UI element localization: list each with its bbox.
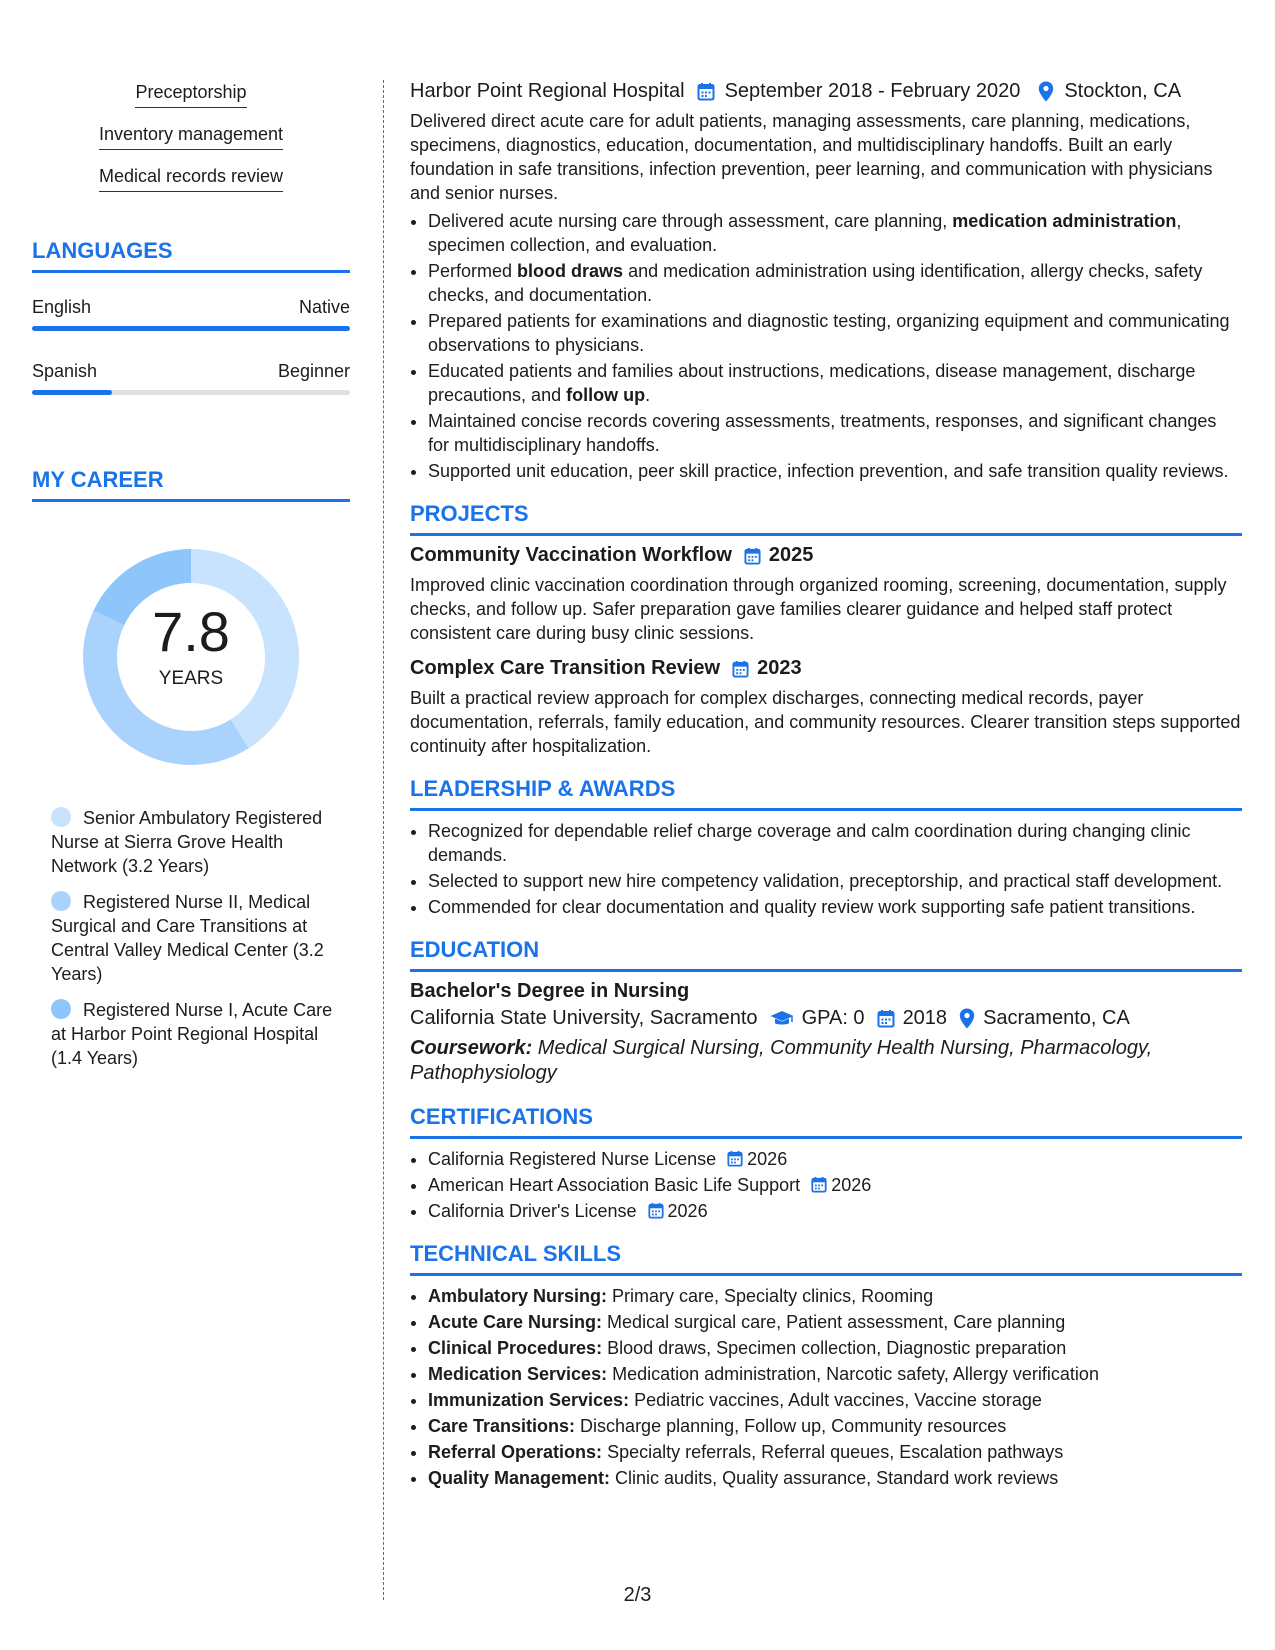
education-location: Sacramento, CA — [983, 1007, 1130, 1029]
leadership-heading: LEADERSHIP & AWARDS — [410, 776, 1242, 811]
job-bullet-text: , specimen collection, and evaluation. — [428, 211, 1182, 255]
job-bullet-text: Maintained concise records covering assessments, treatments, responses, and significant changes for multidisciplinary handoffs. — [428, 411, 1217, 455]
job-bullet — [428, 409, 1242, 457]
technical-skills-heading: TECHNICAL SKILLS — [410, 1241, 1242, 1276]
job-bullet-text: Prepared patients for examinations and diagnostic testing, organizing equipment and communicating observations to physicians. — [428, 311, 1230, 355]
calendar-icon — [877, 1009, 895, 1028]
job-bullet — [428, 359, 1242, 407]
technical-skill-label: Quality Management: — [428, 1468, 611, 1488]
technical-skill-item — [428, 1466, 1242, 1490]
certification-item — [428, 1147, 1242, 1171]
job-bullet-text: . — [645, 385, 651, 405]
graduation-cap-icon — [770, 1010, 794, 1028]
education-school: California State University, Sacramento — [410, 1007, 758, 1029]
skill-tag-label: Inventory management — [99, 124, 283, 150]
sidebar — [32, 82, 350, 1082]
career-legend-label: Registered Nurse I, Acute Care at Harbor Point Regional Hospital (1.4 Years) — [51, 1000, 333, 1068]
career-total-unit: YEARS — [158, 668, 224, 689]
career-legend-label: Registered Nurse II, Medical Surgical and Care Transitions at Central Valley Medical Center (3.2 Years) — [51, 892, 324, 984]
skill-tag-label: Medical records review — [99, 166, 283, 192]
education-gpa: GPA: 0 — [801, 1007, 865, 1029]
technical-skill-label: Acute Care Nursing: — [428, 1312, 603, 1332]
technical-skill-item — [428, 1440, 1242, 1464]
certifications-list — [410, 1147, 1242, 1223]
project-year: 2025 — [768, 544, 814, 566]
language-proficiency-bar — [32, 326, 350, 331]
languages-heading: LANGUAGES — [32, 238, 350, 273]
project-item — [410, 544, 1242, 645]
career-legend-item — [51, 806, 350, 878]
career-legend-dot — [51, 891, 71, 911]
project-title: Complex Care Transition Review — [410, 657, 721, 679]
certification-item — [428, 1173, 1242, 1197]
education-degree: Bachelor's Degree in Nursing — [410, 980, 690, 1002]
column-divider — [383, 80, 384, 1600]
job-bullet-text: Educated patients and families about instructions, medications, disease management, discharge precautions, and — [428, 361, 1196, 405]
calendar-icon — [811, 1176, 827, 1193]
leadership-list — [410, 819, 1242, 919]
technical-skill-label: Referral Operations: — [428, 1442, 603, 1462]
language-proficiency-fill — [32, 326, 350, 331]
calendar-icon — [648, 1202, 664, 1219]
project-description: Built a practical review approach for complex discharges, connecting medical records, payer documentation, referrals, family education, and community resources. Clearer transition steps supported continuity after hospitalization. — [410, 688, 1241, 756]
technical-skill-label: Clinical Procedures: — [428, 1338, 603, 1358]
calendar-icon — [732, 660, 749, 678]
technical-skill-value: Clinic audits, Quality assurance, Standard work reviews — [610, 1468, 1059, 1488]
language-item — [32, 361, 350, 395]
leadership-item: • Commended for clear documentation and quality review work supporting safe patient transitions. — [428, 895, 1242, 919]
leadership-item: • Selected to support new hire competency validation, preceptorship, and practical staff development. — [428, 869, 1242, 893]
job-bullet — [428, 259, 1242, 307]
language-name: Spanish — [32, 361, 98, 381]
education-heading: EDUCATION — [410, 937, 1242, 972]
skill-tag — [32, 166, 350, 192]
technical-skill-label: Ambulatory Nursing: — [428, 1286, 608, 1306]
location-pin-icon — [1038, 81, 1054, 102]
technical-skills-list — [410, 1284, 1242, 1490]
certification-year: 2026 — [831, 1175, 872, 1195]
technical-skill-item — [428, 1362, 1242, 1386]
skill-tag-label: Preceptorship — [135, 82, 246, 108]
technical-skill-item — [428, 1310, 1242, 1334]
language-level: Beginner — [277, 361, 350, 381]
language-item — [32, 297, 350, 331]
technical-skill-label: Medication Services: — [428, 1364, 608, 1384]
project-item — [410, 657, 1242, 758]
job-bullet-text: and medication administration using identification, allergy checks, safety checks, and documentation. — [428, 261, 1203, 305]
coursework-label: Coursework: — [410, 1037, 533, 1059]
job-bullet-text: Performed — [428, 261, 518, 281]
calendar-icon — [744, 547, 761, 565]
language-level: Native — [298, 297, 350, 317]
job-bullet — [428, 209, 1242, 257]
education-coursework — [410, 1036, 1242, 1086]
career-legend-item — [51, 998, 350, 1070]
certification-name: California Registered Nurse License — [428, 1149, 717, 1169]
certifications-heading: CERTIFICATIONS — [410, 1104, 1242, 1139]
technical-skill-value: Blood draws, Specimen collection, Diagnostic preparation — [602, 1338, 1067, 1358]
certification-name: American Heart Association Basic Life Support — [428, 1175, 801, 1195]
job-bullet-bold: follow up — [566, 385, 646, 405]
skill-tag — [32, 82, 350, 108]
leadership-item: • Recognized for dependable relief charge coverage and calm coordination during changing clinic demands. — [428, 819, 1242, 867]
certification-name: California Driver's License — [428, 1201, 637, 1221]
education-year: 2018 — [902, 1007, 948, 1029]
technical-skill-value: Medical surgical care, Patient assessment, Care planning — [602, 1312, 1066, 1332]
skill-tag — [32, 124, 350, 150]
job-dates: September 2018 - February 2020 — [724, 80, 1021, 102]
projects-heading: PROJECTS — [410, 501, 1242, 536]
calendar-icon — [727, 1150, 743, 1167]
education-details — [410, 1007, 1242, 1030]
page-number: 2/3 — [623, 1584, 652, 1606]
career-heading: MY CAREER — [32, 467, 350, 502]
career-legend-dot — [51, 999, 71, 1019]
job-header — [410, 80, 1242, 103]
job-bullet-bold: blood draws — [517, 261, 624, 281]
technical-skill-value: Medication administration, Narcotic safety, Allergy verification — [607, 1364, 1099, 1384]
technical-skill-item — [428, 1336, 1242, 1360]
technical-skill-label: Immunization Services: — [428, 1390, 630, 1410]
language-name: English — [32, 297, 92, 317]
certification-item — [428, 1199, 1242, 1223]
technical-skill-value: Specialty referrals, Referral queues, Escalation pathways — [602, 1442, 1064, 1462]
main-content — [410, 80, 1242, 1492]
career-donut-chart — [76, 542, 306, 772]
project-description: Improved clinic vaccination coordination through organized rooming, screening, documentation, supply checks, and follow up. Safer preparation gave families clearer guidance and helped staff protect consistent care during busy clinic sessions. — [410, 575, 1227, 643]
technical-skill-label: Care Transitions: — [428, 1416, 576, 1436]
job-bullet-text: Delivered acute nursing care through assessment, care planning, — [428, 211, 953, 231]
certification-year: 2026 — [747, 1149, 788, 1169]
job-bullet-text: Supported unit education, peer skill practice, infection prevention, and safe transition quality reviews. — [428, 461, 1229, 481]
coursework-list: Medical Surgical Nursing, Community Health Nursing, Pharmacology, Pathophysiology — [410, 1037, 1153, 1084]
technical-skill-item — [428, 1388, 1242, 1412]
job-location: Stockton, CA — [1064, 80, 1182, 102]
calendar-icon — [697, 82, 715, 101]
technical-skill-value: Primary care, Specialty clinics, Rooming — [607, 1286, 934, 1306]
job-summary: Delivered direct acute care for adult patients, managing assessments, care planning, medications, specimens, diagnostics, education, documentation, and multidisciplinary handoffs. Built an early foundation in safe transitions, infection prevention, peer learning, and communication with physicians and senior nurses. — [410, 111, 1213, 203]
job-bullet-bold: medication administration — [952, 211, 1177, 231]
language-proficiency-bar — [32, 390, 350, 395]
career-legend — [32, 806, 350, 1070]
job-employer: Harbor Point Regional Hospital — [410, 80, 685, 102]
career-total-years: 7.8 — [152, 600, 230, 663]
location-pin-icon — [959, 1008, 975, 1029]
language-proficiency-fill — [32, 390, 112, 395]
career-legend-dot — [51, 807, 71, 827]
career-legend-item — [51, 890, 350, 986]
job-bullet — [428, 459, 1242, 483]
career-legend-label: Senior Ambulatory Registered Nurse at Sierra Grove Health Network (3.2 Years) — [51, 808, 323, 876]
technical-skill-value: Pediatric vaccines, Adult vaccines, Vaccine storage — [629, 1390, 1042, 1410]
job-bullet — [428, 309, 1242, 357]
technical-skill-item — [428, 1414, 1242, 1438]
project-title: Community Vaccination Workflow — [410, 544, 732, 566]
technical-skill-value: Discharge planning, Follow up, Community resources — [575, 1416, 1007, 1436]
project-year: 2023 — [757, 657, 802, 679]
job-bullets — [410, 209, 1242, 483]
certification-year: 2026 — [667, 1201, 708, 1221]
technical-skill-item — [428, 1284, 1242, 1308]
